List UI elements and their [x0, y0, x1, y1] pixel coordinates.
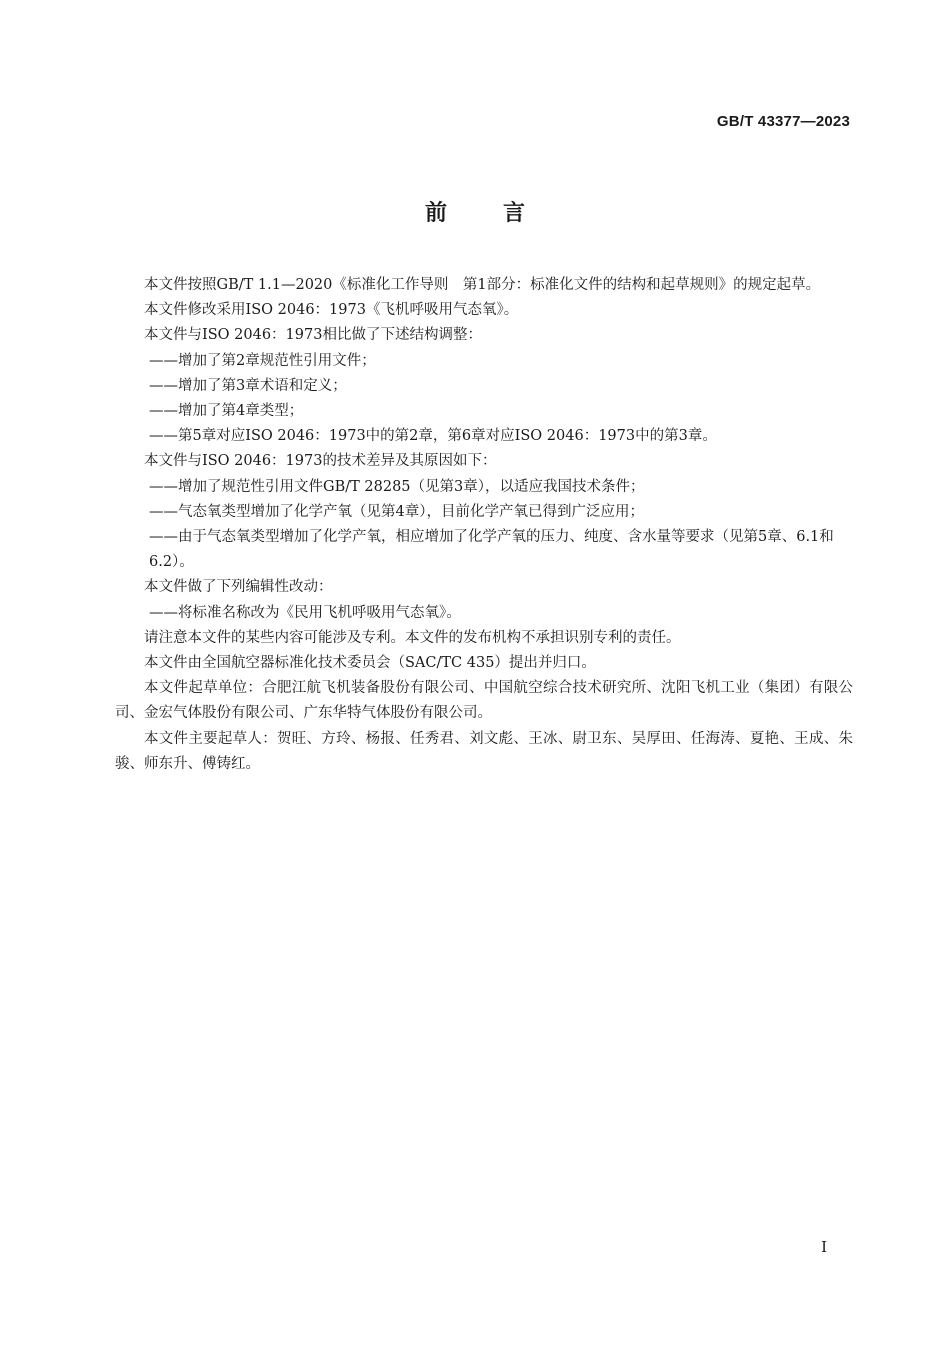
- list-item: ——增加了第3章术语和定义；: [149, 377, 347, 394]
- page-title: 前言: [424, 201, 581, 226]
- list-item: ——增加了第2章规范性引用文件；: [149, 352, 376, 369]
- paragraph-technical-differences: 本文件与ISO 2046：1973的技术差异及其原因如下：: [144, 453, 497, 470]
- paragraph-structural-changes: 本文件与ISO 2046：1973相比做了下述结构调整：: [144, 327, 482, 344]
- paragraph-drafting-basis: 本文件按照GB/T 1.1—2020《标准化工作导则 第1部分：标准化文件的结构和起草规则》的规定起草。: [144, 277, 821, 293]
- document-body: [115, 273, 853, 777]
- list-item: ——第5章对应ISO 2046：1973中的第2章，第6章对应ISO 2046：1973中的第3章。: [149, 428, 717, 445]
- list-item: ——将标准名称改为《民用飞机呼吸用气态氧》。: [149, 604, 461, 621]
- paragraph-patent-notice: 请注意本文件的某些内容可能涉及专利。本文件的发布机构不承担识别专利的责任。: [144, 629, 681, 646]
- paragraph-editorial-changes: 本文件做了下列编辑性改动：: [144, 579, 333, 596]
- list-item: ——增加了第4章类型；: [149, 403, 304, 420]
- list-item: ——由于气态氧类型增加了化学产氧，相应增加了化学产氧的压力、纯度、含水量等要求（见第5章、6.1和6.2）。: [149, 529, 834, 571]
- paragraph-proposer: 本文件由全国航空器标准化技术委员会（SAC/TC 435）提出并归口。: [144, 655, 596, 672]
- page-number: I: [821, 1238, 827, 1256]
- list-item: ——气态氧类型增加了化学产氧（见第4章），目前化学产氧已得到广泛应用；: [149, 503, 644, 520]
- paragraph-adoption: 本文件修改采用ISO 2046：1973《飞机呼吸用气态氧》。: [144, 302, 519, 319]
- paragraph-drafting-units: 本文件起草单位：合肥江航飞机装备股份有限公司、中国航空综合技术研究所、沈阳飞机工业（集团）有限公司、金宏气体股份有限公司、广东华特气体股份有限公司。: [115, 680, 853, 722]
- standard-number: GB/T 43377—2023: [716, 113, 850, 130]
- list-item: ——增加了规范性引用文件GB/T 28285（见第3章），以适应我国技术条件；: [149, 478, 645, 495]
- paragraph-drafters: 本文件主要起草人：贺旺、方玲、杨报、任秀君、刘文彪、王冰、尉卫东、吴厚田、任海涛、夏艳、王成、朱骏、师东升、傅铸红。: [115, 730, 853, 772]
